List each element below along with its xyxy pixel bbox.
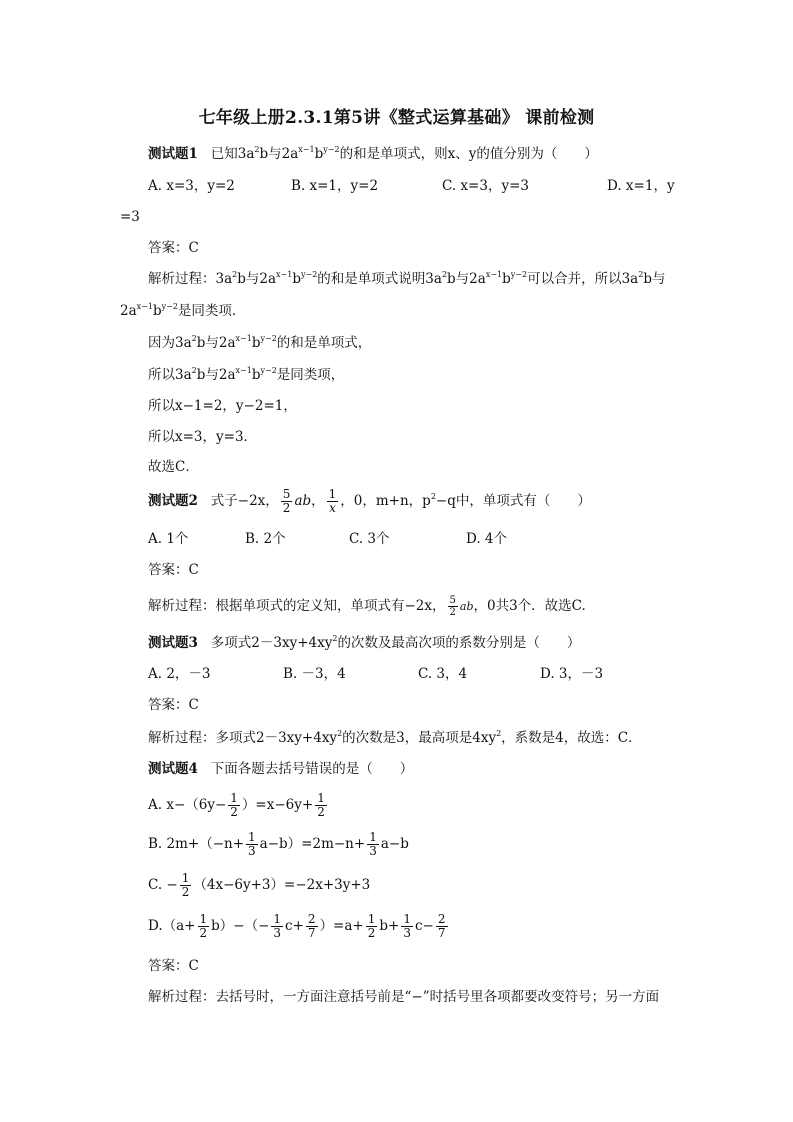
- text: 所以3a: [148, 367, 192, 383]
- denominator: 2: [317, 805, 325, 819]
- denominator: 3: [273, 926, 282, 940]
- numerator: 1: [273, 912, 282, 926]
- sup: y−2: [260, 334, 277, 343]
- sup: x−1: [136, 302, 153, 311]
- sup: y−2: [260, 366, 277, 375]
- text: b与2a: [196, 367, 236, 383]
- sup: y−2: [161, 302, 178, 311]
- sup: y−2: [323, 145, 340, 154]
- text: ab: [294, 493, 312, 509]
- text: 因为3a: [148, 335, 192, 351]
- fraction: [180, 872, 192, 899]
- numerator: 1: [181, 871, 190, 885]
- text: b）−（−: [211, 918, 270, 934]
- numerator: 1: [367, 912, 376, 926]
- numerator: 1: [317, 791, 325, 805]
- q1-stem: [148, 145, 598, 163]
- sup: 2: [638, 270, 644, 279]
- text: b: [251, 367, 261, 383]
- q4-option-d: [148, 907, 450, 945]
- q1-explanation-line: 所以x−1=2，y−2=1，: [148, 398, 297, 414]
- text: b+: [379, 918, 400, 934]
- q3-explanation: [148, 729, 642, 747]
- numerator: 1: [328, 487, 337, 501]
- sup: x−1: [235, 334, 252, 343]
- q3-option-b: B. －3，4: [283, 666, 346, 682]
- q1-stem-text: b: [314, 146, 324, 162]
- text: a−b）=2m−n+: [259, 836, 366, 852]
- text: 的和是单项式，: [276, 335, 372, 351]
- text: ，0共3个．故选C.: [473, 598, 586, 614]
- q4-stem: [148, 760, 413, 778]
- denominator: 2: [367, 926, 376, 940]
- text: ，系数是4，故选：C．: [501, 730, 642, 746]
- text: b与2a: [237, 271, 277, 287]
- fraction: [436, 913, 448, 940]
- denominator: 3: [248, 844, 256, 858]
- q1-explanation-line: [120, 302, 245, 320]
- sup: x−1: [485, 270, 503, 279]
- text: ，: [311, 493, 325, 509]
- text: −q中，单项式有（ ）: [435, 493, 591, 509]
- sup: 2: [430, 492, 436, 501]
- q1-explanation-line: [148, 270, 665, 288]
- q3-answer: 答案：C: [148, 697, 199, 713]
- denominator: 3: [369, 844, 377, 858]
- denominator: 7: [307, 926, 316, 940]
- sup: x−1: [235, 366, 252, 375]
- text: ，0，m+n，p: [340, 493, 431, 509]
- text: a−b: [380, 836, 409, 852]
- fraction: [271, 913, 283, 940]
- text: 2a: [120, 303, 137, 319]
- text: b与: [643, 271, 666, 287]
- denominator: 7: [437, 926, 446, 940]
- fraction: [315, 792, 327, 819]
- q4-option-a: [148, 786, 329, 824]
- q4-answer: 答案：C: [148, 958, 199, 974]
- q1-option-d: D. x=1，y: [607, 178, 675, 194]
- text: 的次数及最高次项的系数分别是（ ）: [337, 635, 581, 651]
- sup: 2: [191, 334, 197, 343]
- q1-stem-text: 的和是单项式，则x、y的值分别为（ ）: [339, 146, 598, 162]
- q1-explanation-line: 故选C．: [148, 459, 199, 475]
- q1-explanation-line: 所以x=3，y=3．: [148, 429, 258, 445]
- q4-option-b: [148, 825, 409, 863]
- q3-option-c: C. 3，4: [418, 666, 468, 682]
- q1-option-d-cont: =3: [120, 209, 140, 225]
- text: 解析过程：多项式2－3xy+4xy: [148, 730, 338, 746]
- denominator: 2: [230, 805, 238, 819]
- q1-explanation-line: [148, 334, 371, 352]
- q1-label: 测试题1: [148, 146, 198, 162]
- numerator: 5: [282, 487, 291, 501]
- fraction: [306, 913, 318, 940]
- sup: y−2: [510, 270, 528, 279]
- fraction: [281, 488, 293, 515]
- text: b与2a: [196, 335, 236, 351]
- sup: 2: [337, 729, 343, 738]
- sup: x−1: [298, 145, 315, 154]
- sup: 2: [191, 366, 197, 375]
- fraction: [401, 913, 413, 940]
- q4-explanation: 解析过程：去括号时，一方面注意括号前是“−”时括号里各项都要改变符号；另一方面: [148, 989, 660, 1005]
- sup: 2: [496, 729, 502, 738]
- denominator: 3: [403, 926, 411, 940]
- text: b与2a: [447, 271, 486, 287]
- sup: 2: [332, 634, 338, 643]
- q2-explanation: [148, 591, 586, 622]
- q1-explanation-line: [148, 366, 344, 384]
- denominator: 2: [282, 501, 291, 515]
- numerator: 1: [369, 830, 377, 844]
- text: ）=a+: [319, 918, 364, 934]
- fraction: [366, 913, 378, 940]
- q1-answer: 答案：C: [148, 240, 199, 256]
- fraction: [228, 792, 240, 819]
- q2-option-b: B. 2个: [245, 531, 286, 547]
- q3-label: 测试题3: [148, 635, 198, 651]
- q3-stem: [148, 634, 580, 652]
- text: c+: [285, 918, 304, 934]
- q1-option-c: C. x=3，y=3: [442, 178, 529, 194]
- fraction: [246, 831, 258, 858]
- text: 解析过程：根据单项式的定义知，单项式有−2x，: [148, 598, 446, 614]
- denominator: x: [329, 501, 336, 515]
- q4-label: 测试题4: [148, 761, 198, 777]
- numerator: 2: [307, 912, 316, 926]
- sup: y−2: [300, 270, 318, 279]
- fraction: [448, 595, 458, 618]
- q2-stem: [148, 484, 591, 518]
- text: 的次数是3，最高项是4xy: [342, 730, 497, 746]
- numerator: 1: [199, 912, 208, 926]
- text: ）=x−6y+: [241, 797, 314, 813]
- q2-option-a: A. 1个: [148, 531, 189, 547]
- text: ab: [459, 600, 474, 613]
- q2-answer: 答案：C: [148, 562, 199, 578]
- numerator: 1: [248, 830, 256, 844]
- sup: 2: [254, 145, 260, 154]
- text: B. 2m+（−n+: [148, 836, 245, 852]
- sup: x−1: [276, 270, 293, 279]
- text: 式子−2x，: [210, 493, 279, 509]
- q1-stem-text: 已知3a: [210, 146, 255, 162]
- text: 下面各题去括号错误的是（ ）: [210, 761, 414, 777]
- numerator: 1: [403, 912, 411, 926]
- text: b: [152, 303, 162, 319]
- q2-option-d: D. 4个: [466, 531, 508, 547]
- fraction: [198, 913, 210, 940]
- q1-option-b: B. x=1，y=2: [291, 178, 379, 194]
- numerator: 2: [437, 912, 446, 926]
- sup: 2: [232, 270, 238, 279]
- q4-option-c: [148, 866, 370, 904]
- text: 可以合并，所以3a: [527, 271, 639, 287]
- sup: 2: [441, 270, 448, 279]
- q1-stem-text: b与2a: [259, 146, 299, 162]
- text: 是同类项，: [276, 367, 345, 383]
- text: 多项式2－3xy+4xy: [210, 635, 333, 651]
- page-title: 七年级上册2.3.1第5讲《整式运算基础》 课前检测: [198, 108, 595, 128]
- text: c−: [414, 918, 434, 934]
- q3-option-d: D. 3，－3: [540, 666, 604, 682]
- text: b: [292, 271, 301, 287]
- text: C. −: [148, 877, 178, 893]
- fraction: [367, 831, 379, 858]
- text: （4x−6y+3）=−2x+3y+3: [193, 877, 371, 893]
- q2-label: 测试题2: [148, 493, 198, 509]
- denominator: 2: [181, 885, 190, 899]
- q3-option-a: A. 2，－3: [148, 666, 211, 682]
- text: 是同类项．: [177, 303, 246, 319]
- fraction: [327, 488, 339, 515]
- text: b: [251, 335, 261, 351]
- text: b: [502, 271, 511, 287]
- text: A. x−（6y−: [148, 797, 227, 813]
- denominator: 2: [449, 607, 456, 618]
- text: D.（a+: [148, 918, 196, 934]
- numerator: 1: [230, 791, 238, 805]
- text: 解析过程：3a: [148, 271, 233, 287]
- numerator: 5: [449, 595, 456, 606]
- denominator: 2: [199, 926, 208, 940]
- q1-option-a: A. x=3，y=2: [148, 178, 235, 194]
- text: 的和是单项式说明3a: [317, 271, 442, 287]
- q2-option-c: C. 3个: [349, 531, 390, 547]
